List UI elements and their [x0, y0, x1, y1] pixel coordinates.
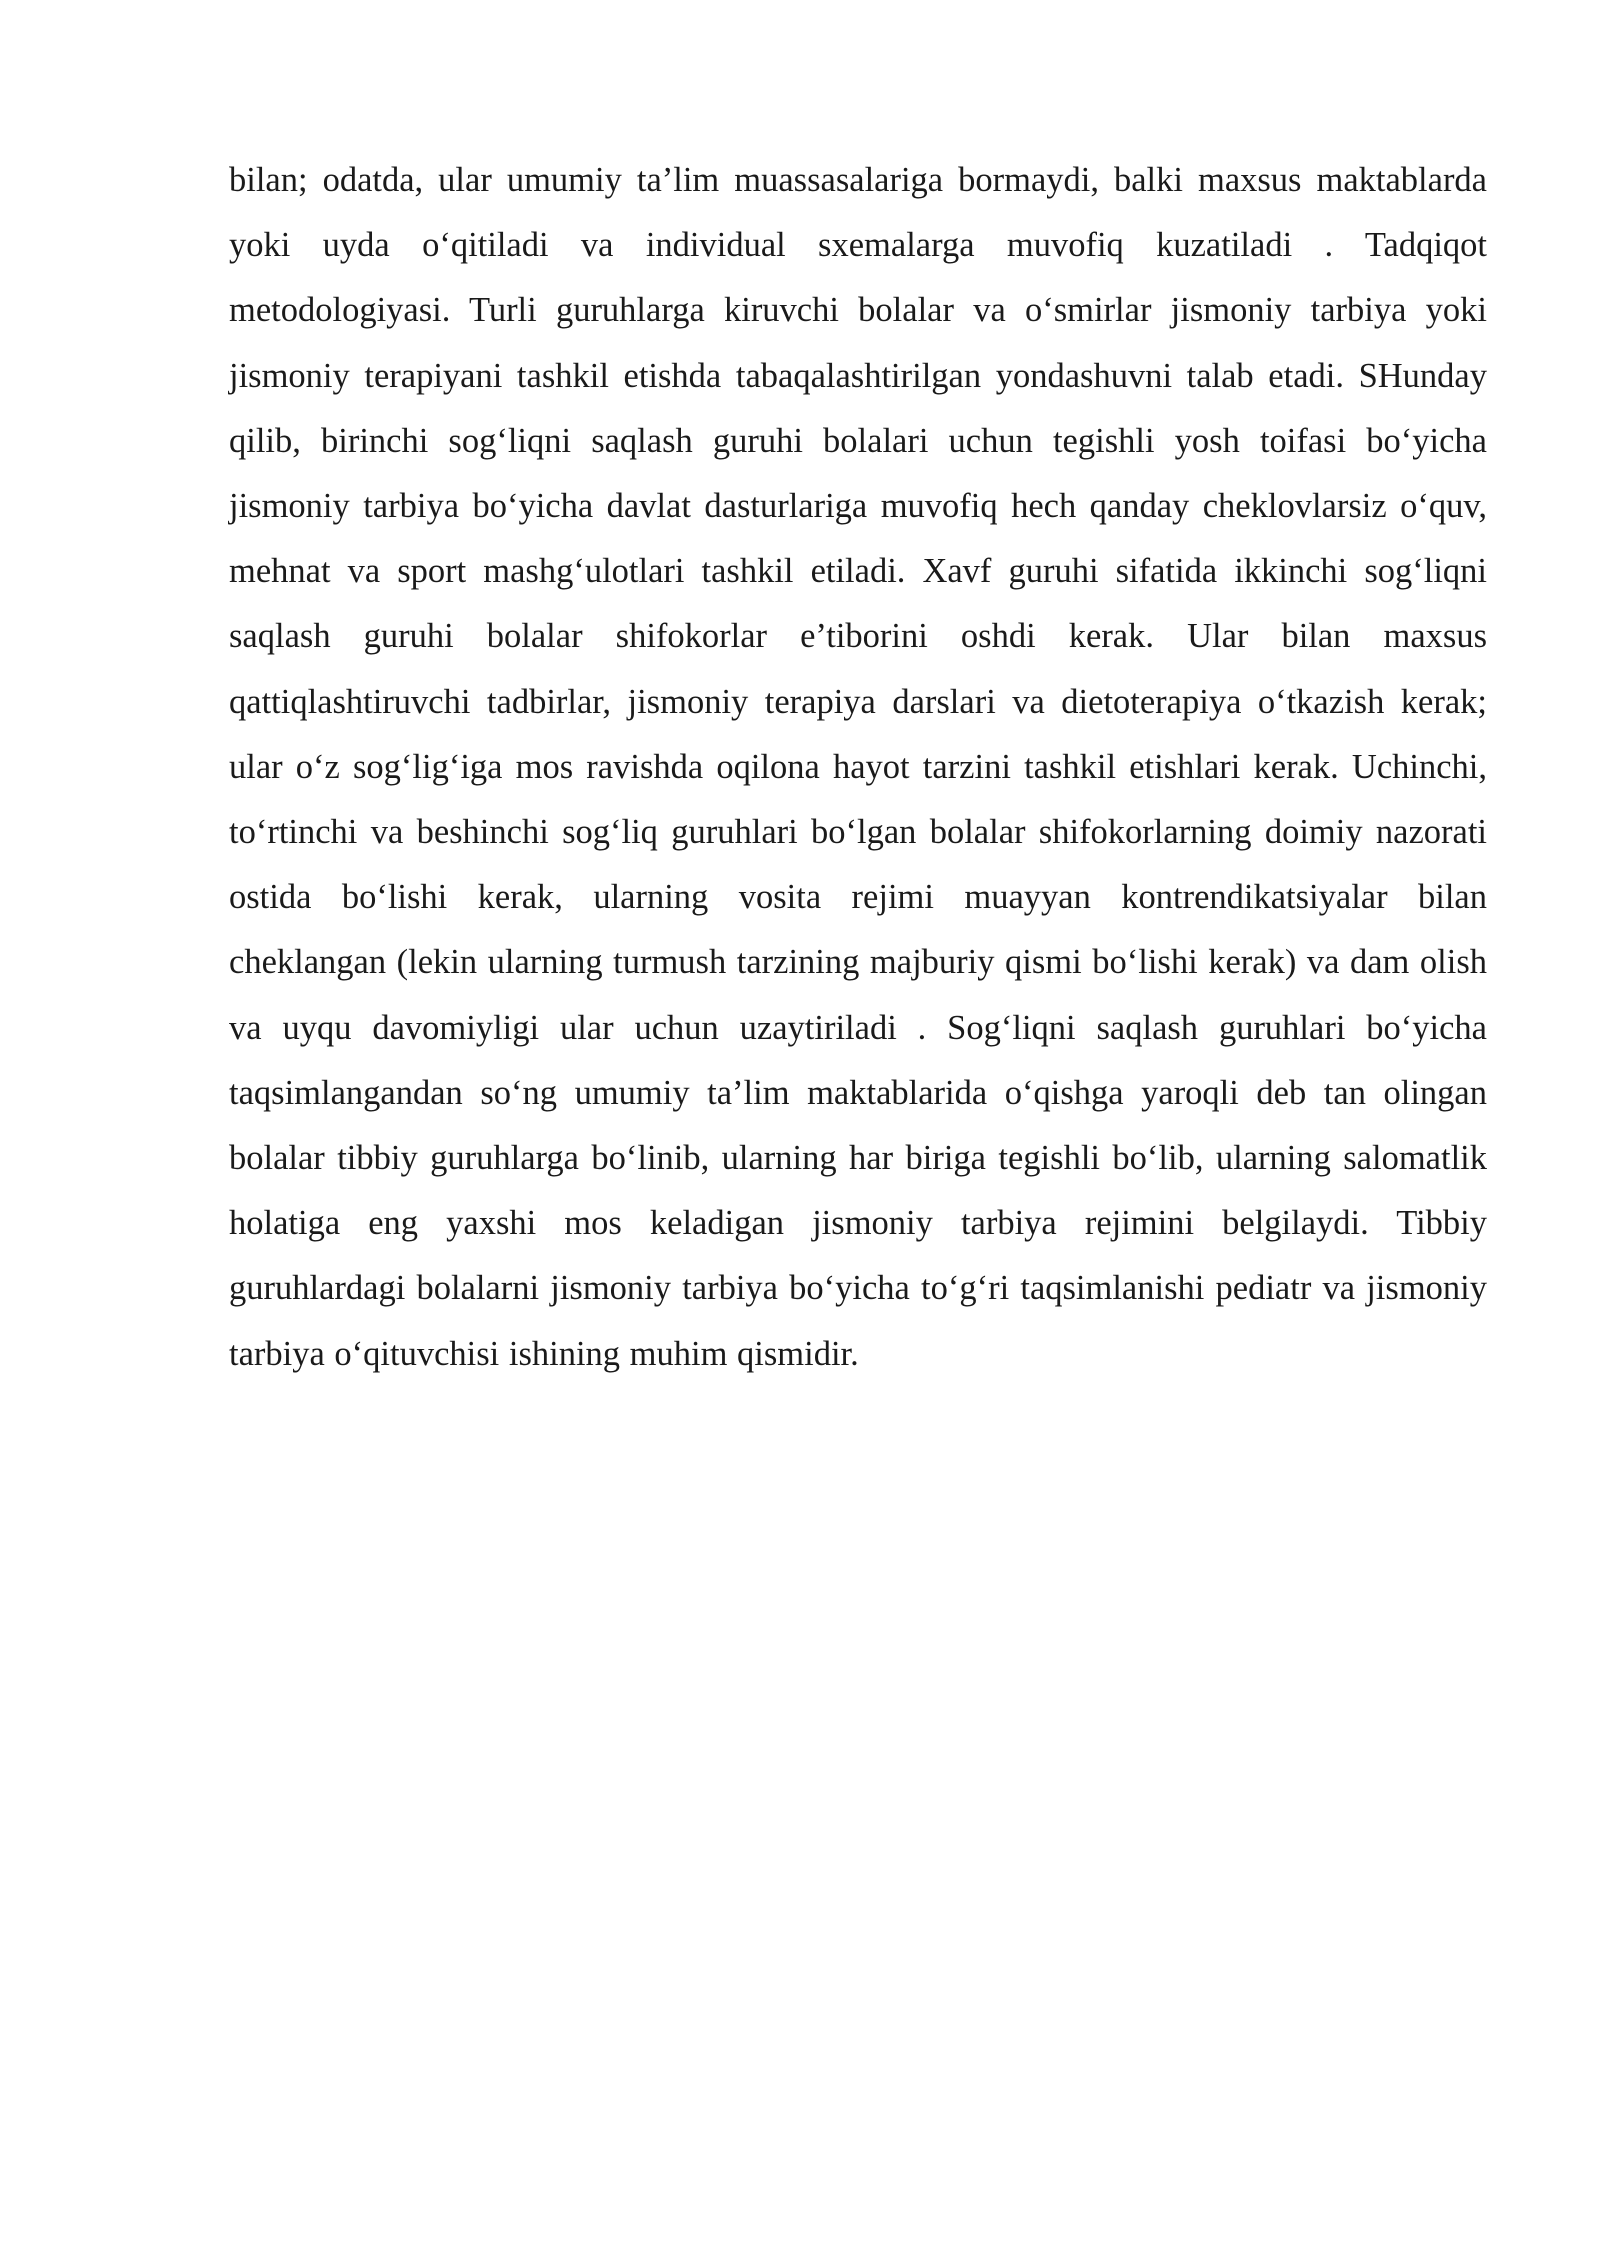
body-paragraph: bilan; odatda, ular umumiy ta’lim muassasalariga bormaydi, balki maxsus maktablarda yoki uyda o‘qitiladi va individual sxemalarga muvofiq kuzatiladi . Tadqiqot metodologiyasi. Turli guruhlarga kiruvchi bolalar va o‘smirlar jismoniy tarbiya yoki jismoniy terapiyani tashkil etishda tabaqalashtirilgan yondashuvni talab etadi. SHunday qilib, birinchi sog‘liqni saqlash guruhi bolalari uchun tegishli yosh toifasi bo‘yicha jismoniy tarbiya bo‘yicha davlat dasturlariga muvofiq hech qanday cheklovlarsiz o‘quv, mehnat va sport mashg‘ulotlari tashkil etiladi. Xavf guruhi sifatida ikkinchi sog‘liqni saqlash guruhi bolalar shifokorlar e’tiborini oshdi kerak. Ular bilan maxsus qattiqlashtiruvchi tadbirlar, jismoniy terapiya darslari va dietoterapiya o‘tkazish kerak; ular o‘z sog‘lig‘iga mos ravishda oqilona hayot tarzini tashkil etishlari kerak. Uchinchi, to‘rtinchi va beshinchi sog‘liq guruhlari bo‘lgan bolalar shifokorlarning doimiy nazorati ostida bo‘lishi kerak, ularning vosita rejimi muayyan kontrendikatsiyalar bilan cheklangan (lekin ularning turmush tarzining majburiy qismi bo‘lishi kerak) va dam olish va uyqu davomiyligi ular uchun uzaytiriladi . Sog‘liqni saqlash guruhlari bo‘yicha taqsimlangandan so‘ng umumiy ta’lim maktablarida o‘qishga yaroqli deb tan olingan bolalar tibbiy guruhlarga bo‘linib, ularning har biriga tegishli bo‘lib, ularning salomatlik holatiga eng yaxshi mos keladigan jismoniy tarbiya rejimini belgilaydi. Tibbiy guruhlardagi bolalarni jismoniy tarbiya bo‘yicha to‘g‘ri taqsimlanishi pediatr va jismoniy tarbiya o‘qituvchisi ishining muhim qismidir. [229, 161, 1487, 1373]
